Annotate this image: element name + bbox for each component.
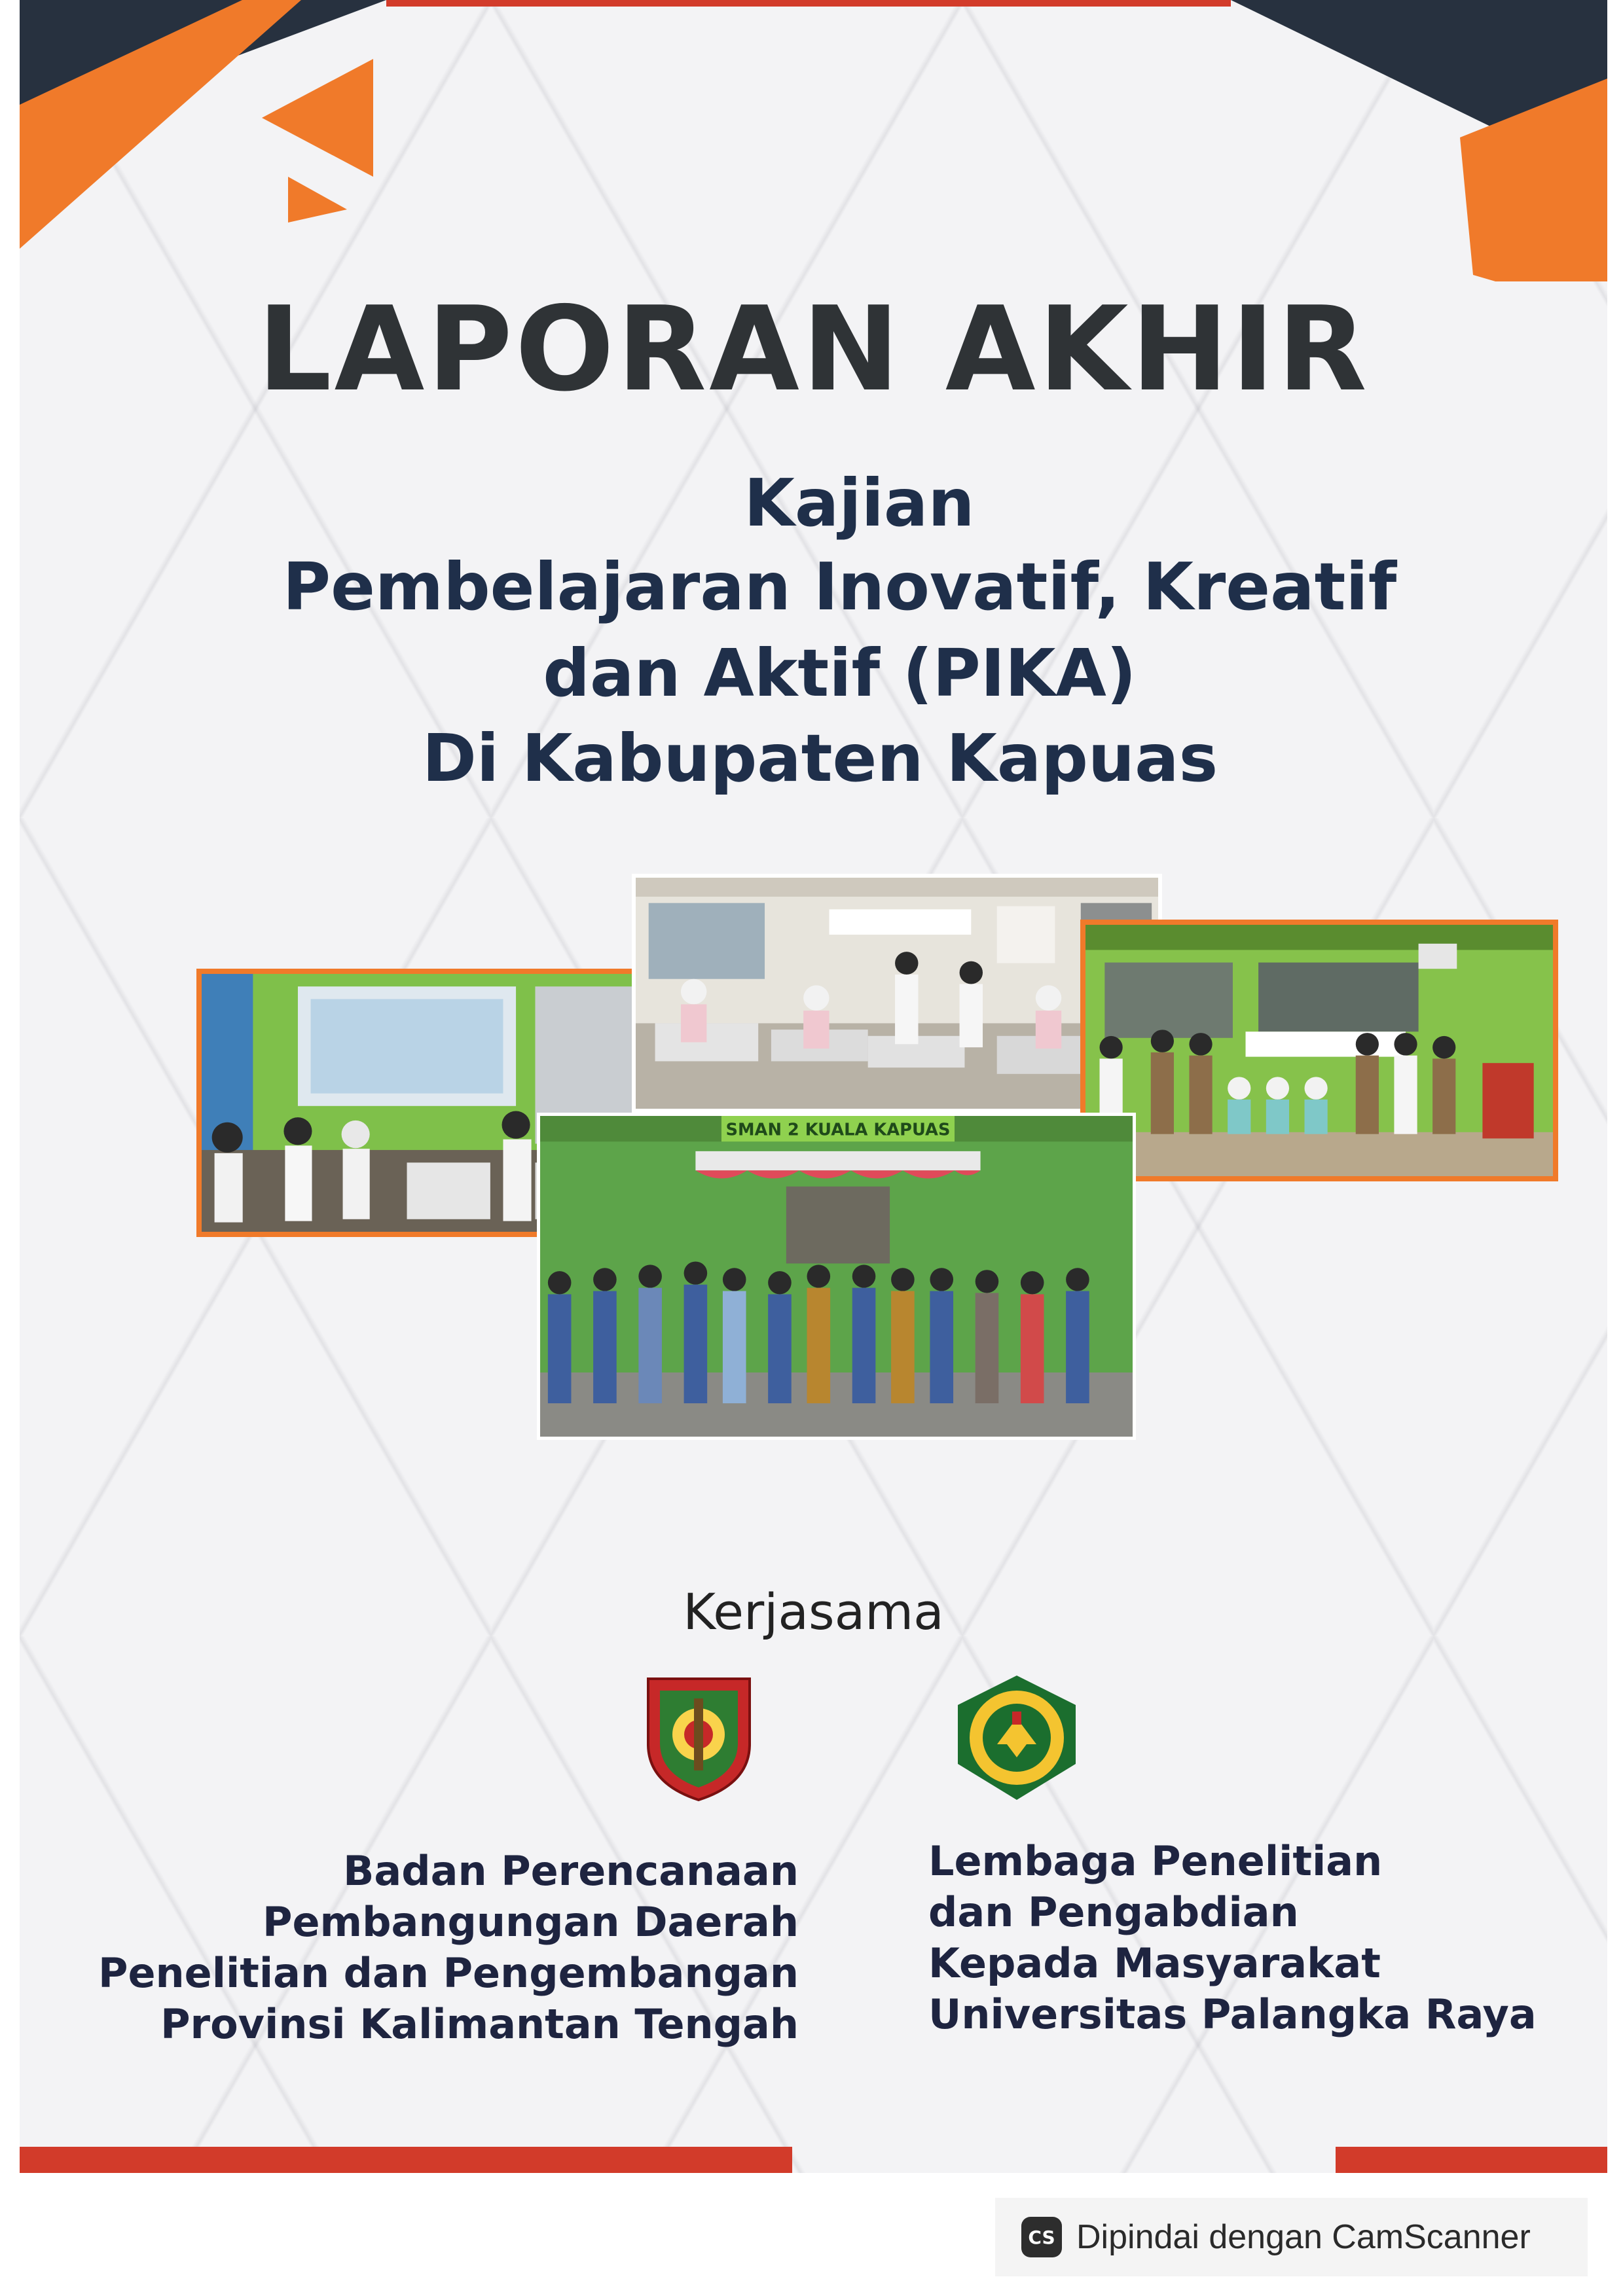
partner-left-line-4: Provinsi Kalimantan Tengah <box>160 2000 799 2048</box>
decorative-footer-strip <box>20 2147 1607 2173</box>
cover-page <box>20 0 1607 2173</box>
camscanner-text: Dipindai dengan CamScanner <box>1076 2218 1531 2256</box>
partner-left-name <box>98 1846 799 2050</box>
partner-right-line-1: Lembaga Penelitian <box>928 1837 1383 1885</box>
report-title: LAPORAN AKHIR <box>257 281 1370 417</box>
partner-left-line-2: Pembangungan Daerah <box>263 1898 799 1946</box>
subtitle-line-1: Kajian <box>744 465 975 541</box>
partnership-label: Kerjasama <box>683 1583 944 1641</box>
kalimantan-tengah-emblem-icon <box>642 1672 756 1803</box>
universitas-palangka-raya-emblem-icon <box>948 1672 1085 1803</box>
partner-left-line-1: Badan Perencanaan <box>343 1847 799 1895</box>
partner-right-line-3: Kepada Masyarakat <box>928 1939 1381 1987</box>
group-outdoor-photo <box>1080 920 1558 1181</box>
subtitle-line-3: dan Aktif (PIKA) <box>543 635 1137 711</box>
partner-right-line-4: Universitas Palangka Raya <box>928 1990 1537 2038</box>
school-banner-text: SMAN 2 KUALA KAPUAS <box>725 1120 951 1140</box>
partner-left-line-3: Penelitian dan Pengembangan <box>98 1949 799 1997</box>
camscanner-watermark <box>995 2198 1588 2276</box>
decorative-header-shapes <box>20 0 1607 281</box>
school-entrance-group-photo <box>537 1113 1136 1440</box>
subtitle-line-4: Di Kabupaten Kapuas <box>422 720 1218 797</box>
camscanner-logo-icon: CS <box>1021 2217 1062 2257</box>
subtitle-line-2: Pembelajaran Inovatif, Kreatif <box>282 548 1397 625</box>
partner-right-name <box>928 1836 1537 2040</box>
partner-right-line-2: dan Pengabdian <box>928 1888 1299 1936</box>
